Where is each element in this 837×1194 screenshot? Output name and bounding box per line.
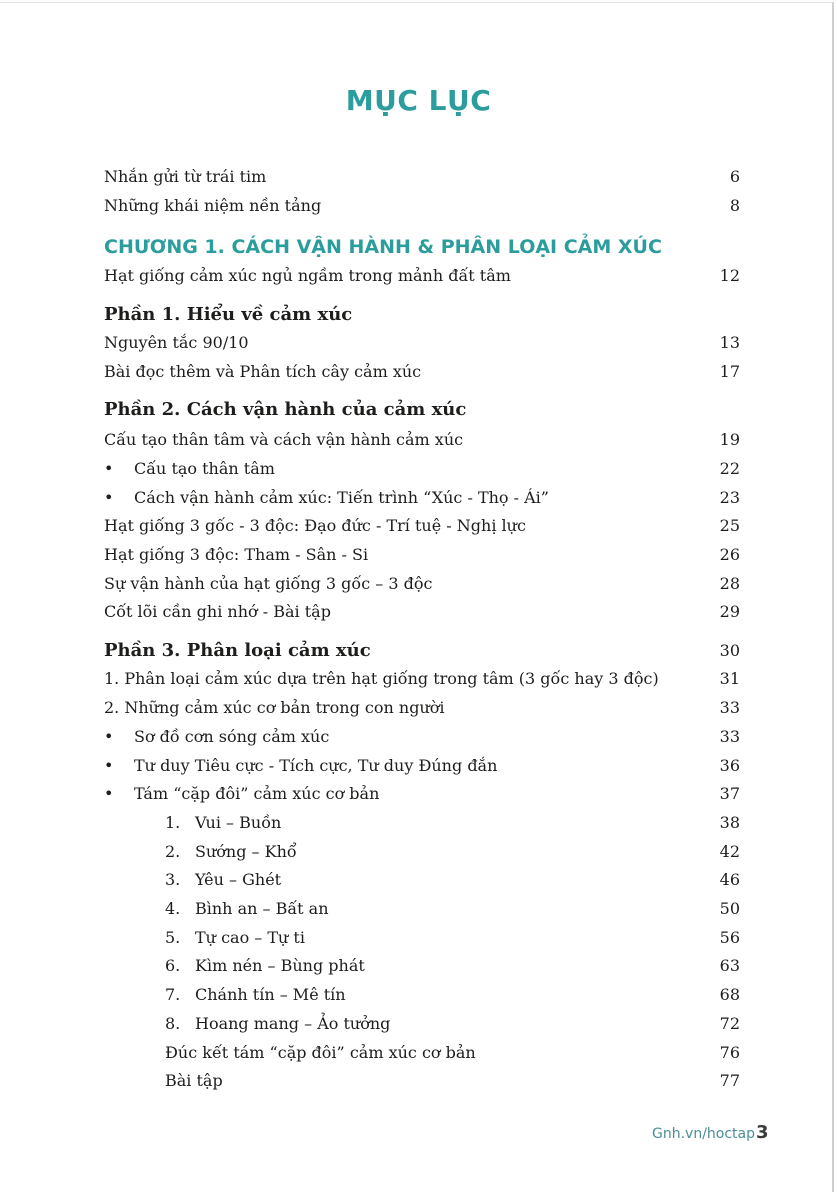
toc-numbered-entry <box>165 983 740 1007</box>
toc-entry-label: Hoang mang – Ảo tưởng <box>195 1014 391 1033</box>
toc-numbered-entry <box>165 811 740 835</box>
toc-entry-page: 42 <box>719 842 740 861</box>
toc-numbered-entry <box>165 840 740 864</box>
toc-entry-page: 46 <box>719 870 740 889</box>
toc-entry-page: 6 <box>729 167 740 186</box>
toc-entry-number: 3. <box>165 870 181 889</box>
toc-entry-page: 37 <box>719 784 740 803</box>
toc-entry-page: 19 <box>719 430 740 449</box>
part-heading <box>104 303 740 327</box>
toc-entry-label: Cốt lõi cần ghi nhớ - Bài tập <box>104 602 331 621</box>
toc-entry <box>104 600 740 624</box>
toc-entry-page: 36 <box>719 756 740 775</box>
toc-entry-label: Tám “cặp đôi” cảm xúc cơ bản <box>134 784 380 803</box>
toc-entry <box>104 514 740 538</box>
toc-entry <box>104 331 740 355</box>
chapter-heading-label: CHƯƠNG 1. CÁCH VẬN HÀNH & PHÂN LOẠI CẢM XÚC <box>104 236 662 258</box>
toc-entry-page: 12 <box>719 266 740 285</box>
toc-entry-label: Sự vận hành của hạt giống 3 gốc – 3 độc <box>104 574 433 593</box>
toc-bullet-entry <box>104 486 740 510</box>
toc-entry-label: Bài đọc thêm và Phân tích cây cảm xúc <box>104 362 422 381</box>
toc-entry-label: 1. Phân loại cảm xúc dựa trên hạt giống trong tâm (3 gốc hay 3 độc) <box>104 669 659 688</box>
toc-entry-label: Cấu tạo thân tâm <box>134 459 275 478</box>
toc-entry-label: Kìm nén – Bùng phát <box>195 956 365 975</box>
part-heading-label: Phần 1. Hiểu về cảm xúc <box>104 304 353 325</box>
toc-entry-page: 31 <box>719 669 740 688</box>
toc-entry <box>104 696 740 720</box>
toc-entry-label: Hạt giống cảm xúc ngủ ngầm trong mảnh đất tâm <box>104 266 511 285</box>
toc-entry-page: 25 <box>719 516 740 535</box>
toc-numbered-entry <box>165 954 740 978</box>
part-heading-label: Phần 3. Phân loại cảm xúc <box>104 640 371 661</box>
toc-entry-page: 33 <box>719 727 740 746</box>
part-heading-label: Phần 2. Cách vận hành của cảm xúc <box>104 399 467 420</box>
toc-entry <box>104 572 740 596</box>
toc-entry-page: 50 <box>719 899 740 918</box>
toc-entry-label: Chánh tín – Mê tín <box>195 985 346 1004</box>
toc-entry-page: 26 <box>719 545 740 564</box>
toc-bullet-entry <box>104 457 740 481</box>
toc-entry-label: Sướng – Khổ <box>195 842 297 861</box>
toc-entry-label: Vui – Buồn <box>195 813 282 832</box>
toc-entry-number: 8. <box>165 1014 181 1033</box>
toc-entry-label: Hạt giống 3 độc: Tham - Sân - Si <box>104 545 369 564</box>
bullet-icon: • <box>104 756 114 775</box>
toc-entry <box>165 1041 740 1065</box>
toc-entry-number: 1. <box>165 813 181 832</box>
toc-entry-number: 5. <box>165 928 181 947</box>
bullet-icon: • <box>104 727 114 746</box>
toc-entry <box>104 165 740 189</box>
toc-entry <box>104 667 740 691</box>
toc-entry <box>104 360 740 384</box>
toc-entry-label: Những khái niệm nền tảng <box>104 196 322 215</box>
part-heading <box>104 398 740 422</box>
part-heading <box>104 639 740 663</box>
toc-entry-number: 6. <box>165 956 181 975</box>
toc-entry-number: 4. <box>165 899 181 918</box>
toc-numbered-entry <box>165 926 740 950</box>
toc-numbered-entry <box>165 897 740 921</box>
toc-entry-label: Tư duy Tiêu cực - Tích cực, Tư duy Đúng đắn <box>134 756 498 775</box>
toc-entry-label: Cấu tạo thân tâm và cách vận hành cảm xúc <box>104 430 464 449</box>
toc-entry-page: 38 <box>719 813 740 832</box>
toc-entry-page: 33 <box>719 698 740 717</box>
toc-entry-page: 17 <box>719 362 740 381</box>
toc-entry-page: 76 <box>719 1043 740 1062</box>
toc-entry-page: 23 <box>719 488 740 507</box>
toc-entry-page: 56 <box>719 928 740 947</box>
toc-entry-page: 77 <box>719 1071 740 1090</box>
toc-entry-label: Nguyên tắc 90/10 <box>104 333 249 352</box>
toc-numbered-entry <box>165 868 740 892</box>
toc-entry <box>104 194 740 218</box>
chapter-heading <box>104 235 740 259</box>
toc-entry-label: Cách vận hành cảm xúc: Tiến trình “Xúc - Thọ - Ái” <box>134 488 549 507</box>
toc-entry <box>104 428 740 452</box>
toc-entry <box>104 264 740 288</box>
toc-entry-page: 28 <box>719 574 740 593</box>
footer-page-number: 3 <box>756 1122 769 1143</box>
toc-entry-label: Nhắn gửi từ trái tim <box>104 167 267 186</box>
toc-entry-page: 29 <box>719 602 740 621</box>
page-title: MỤC LỤC <box>345 84 492 117</box>
toc-bullet-entry <box>104 754 740 778</box>
toc-entry-label: Bài tập <box>165 1071 223 1090</box>
toc-entry-page: 22 <box>719 459 740 478</box>
toc-entry-label: Bình an – Bất an <box>195 899 329 918</box>
toc-entry-page: 63 <box>719 956 740 975</box>
toc-entry-label: Sơ đồ cơn sóng cảm xúc <box>134 727 330 746</box>
bullet-icon: • <box>104 784 114 803</box>
toc-entry-page: 68 <box>719 985 740 1004</box>
toc-entry-page: 30 <box>719 641 740 660</box>
toc-entry-label: Đúc kết tám “cặp đôi” cảm xúc cơ bản <box>165 1043 476 1062</box>
toc-entry-page: 13 <box>719 333 740 352</box>
toc-entry-label: Tự cao – Tự ti <box>195 928 305 947</box>
toc-bullet-entry <box>104 782 740 806</box>
toc-entry-label: Hạt giống 3 gốc - 3 độc: Đạo đức - Trí tuệ - Nghị lực <box>104 516 526 535</box>
toc-entry-page: 72 <box>719 1014 740 1033</box>
toc-entry <box>104 543 740 567</box>
toc-numbered-entry <box>165 1012 740 1036</box>
toc-entry-page: 8 <box>729 196 740 215</box>
toc-entry <box>165 1069 740 1093</box>
toc-entry-label: 2. Những cảm xúc cơ bản trong con người <box>104 698 445 717</box>
footer-url: Gnh.vn/hoctap <box>652 1126 756 1142</box>
bullet-icon: • <box>104 459 114 478</box>
bullet-icon: • <box>104 488 114 507</box>
toc-entry-label: Yêu – Ghét <box>195 870 282 889</box>
toc-bullet-entry <box>104 725 740 749</box>
toc-entry-number: 2. <box>165 842 181 861</box>
toc-entry-number: 7. <box>165 985 181 1004</box>
